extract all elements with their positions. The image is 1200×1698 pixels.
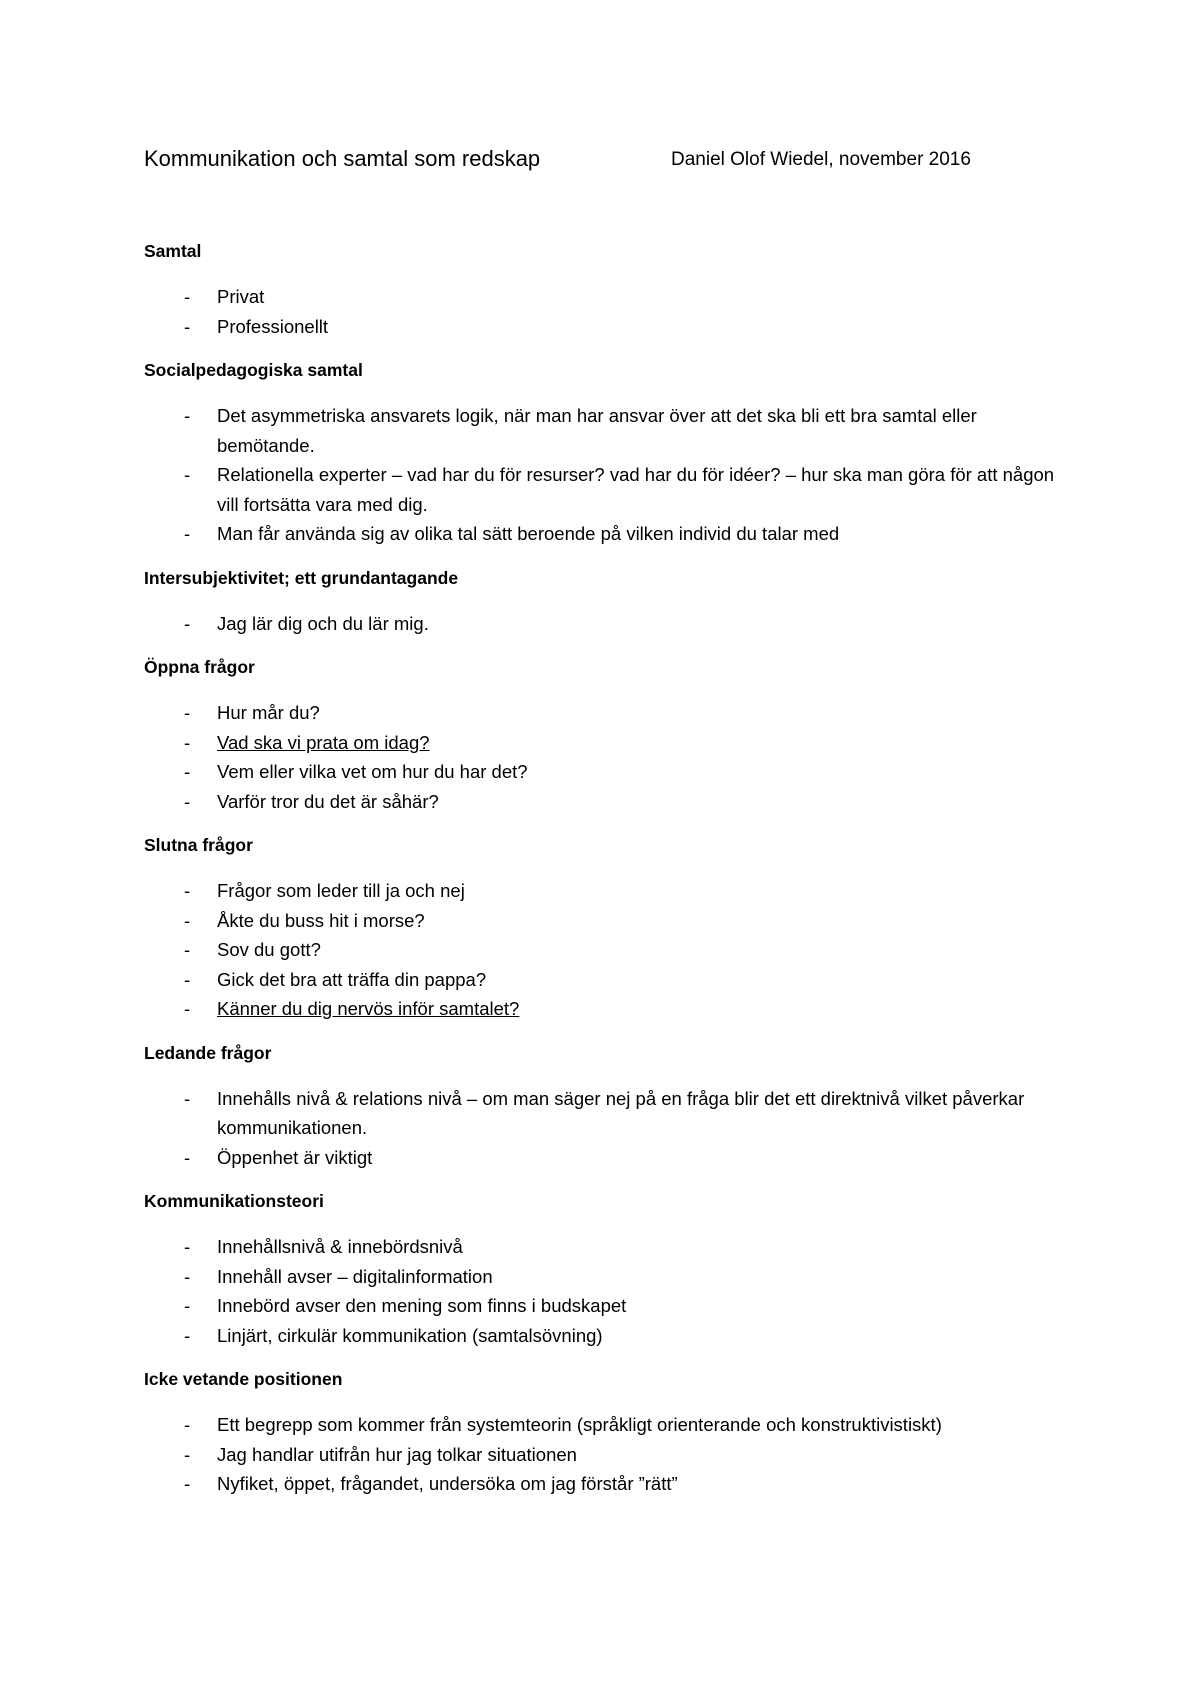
document-body (144, 236, 1064, 1513)
list-item-text: Frågor som leder till ja och nej (217, 880, 465, 901)
list-item-text: Innebörd avser den mening som finns i budskapet (217, 1295, 627, 1316)
bullet-dash: - (184, 286, 191, 307)
bullet-list (144, 401, 1064, 549)
bullet-dash: - (184, 405, 191, 426)
bullet-list (144, 1084, 1064, 1173)
bullet-dash: - (184, 731, 191, 753)
bullet-dash: - (184, 1414, 191, 1435)
bullet-list (144, 609, 1064, 639)
list-item (144, 906, 1064, 936)
bullet-dash: - (184, 1146, 191, 1168)
list-item (144, 1262, 1064, 1292)
list-item (144, 965, 1064, 995)
list-item (144, 935, 1064, 965)
bullet-dash: - (184, 968, 191, 990)
bullet-dash: - (184, 761, 191, 782)
list-item-text: Vem eller vilka vet om hur du har det? (217, 761, 528, 782)
list-item-text: Innehållsnivå & innebördsnivå (217, 1236, 463, 1257)
list-item-text: Privat (217, 286, 265, 307)
list-item (144, 1232, 1064, 1262)
list-item-text: Jag lär dig och du lär mig. (217, 612, 429, 634)
list-item-text: Man får använda sig av olika tal sätt beroende på vilken individ du talar med (217, 523, 840, 544)
bullet-dash: - (184, 790, 191, 812)
bullet-dash: - (184, 1443, 191, 1465)
bullet-dash: - (184, 523, 191, 544)
list-item-text: Linjärt, cirkulär kommunikation (samtalsövning) (217, 1324, 603, 1346)
bullet-dash: - (184, 315, 191, 337)
list-item-text: Nyfiket, öppet, frågandet, undersöka om jag förstår ”rätt” (217, 1473, 678, 1494)
bullet-list (144, 698, 1064, 816)
list-item (144, 609, 1064, 639)
bullet-dash: - (184, 1295, 191, 1316)
bullet-dash: - (184, 612, 191, 634)
bullet-list (144, 1410, 1064, 1499)
section-heading: Intersubjektivitet; ett grundantagande (144, 567, 459, 588)
list-item-text: Professionellt (217, 315, 329, 337)
bullet-dash: - (184, 880, 191, 901)
list-item-text: Det asymmetriska ansvarets logik, när man har ansvar över att det ska bli ett bra samtal eller bemötande. (217, 405, 977, 456)
list-item-text: Ett begrepp som kommer från systemteorin (språkligt orienterande och konstruktivistiskt) (217, 1414, 942, 1435)
document-header (144, 143, 1054, 177)
list-item (144, 1469, 1064, 1499)
bullet-dash: - (184, 909, 191, 931)
list-item (144, 994, 1064, 1024)
list-item (144, 282, 1064, 312)
bullet-dash: - (184, 939, 191, 960)
list-item (144, 787, 1064, 817)
section-heading: Ledande frågor (144, 1042, 272, 1063)
list-item (144, 728, 1064, 758)
bullet-dash: - (184, 1265, 191, 1287)
list-item (144, 1291, 1064, 1321)
list-item-text: Vad ska vi prata om idag? (217, 731, 430, 753)
list-item (144, 1410, 1064, 1440)
list-item (144, 876, 1064, 906)
section-heading: Icke vetande positionen (144, 1369, 343, 1389)
list-item (144, 698, 1064, 728)
list-item (144, 1321, 1064, 1351)
bullet-list (144, 282, 1064, 341)
bullet-list (144, 1232, 1064, 1350)
section-heading: Kommunikationsteori (144, 1191, 324, 1211)
list-item (144, 1084, 1064, 1143)
list-item-text: Sov du gott? (217, 939, 321, 960)
bullet-dash: - (184, 1236, 191, 1257)
bullet-dash: - (184, 464, 191, 485)
section-heading: Socialpedagogiska samtal (144, 360, 363, 380)
list-item (144, 460, 1064, 519)
list-item-text: Åkte du buss hit i morse? (217, 909, 425, 931)
list-item (144, 312, 1064, 342)
bullet-dash: - (184, 998, 191, 1019)
list-item (144, 1143, 1064, 1173)
bullet-dash: - (184, 1473, 191, 1494)
list-item-text: Relationella experter – vad har du för resurser? vad har du för idéer? – hur ska man göra för att någon vill fortsätta vara med dig. (217, 464, 1055, 515)
list-item-text: Jag handlar utifrån hur jag tolkar situationen (217, 1443, 577, 1465)
bullet-dash: - (184, 1087, 191, 1109)
list-item-text: Gick det bra att träffa din pappa? (217, 968, 487, 990)
list-item-text: Innehålls nivå & relations nivå – om man säger nej på en fråga blir det ett direktnivå vilket påverkar kommunikationen. (217, 1087, 1025, 1138)
document-title: Kommunikation och samtal som redskap (144, 146, 541, 171)
list-item (144, 401, 1064, 460)
list-item-text: Öppenhet är viktigt (217, 1146, 373, 1168)
list-item-text: Hur mår du? (217, 702, 320, 723)
author-date: Daniel Olof Wiedel, november 2016 (671, 149, 971, 170)
list-item-text: Varför tror du det är såhär? (217, 790, 439, 812)
bullet-dash: - (184, 702, 191, 723)
list-item (144, 757, 1064, 787)
bullet-list (144, 876, 1064, 1024)
list-item (144, 1440, 1064, 1470)
section-heading: Slutna frågor (144, 835, 253, 855)
section-heading: Samtal (144, 241, 202, 261)
list-item (144, 519, 1064, 549)
section-heading: Öppna frågor (144, 657, 255, 677)
list-item-text: Känner du dig nervös inför samtalet? (217, 998, 520, 1019)
list-item-text: Innehåll avser – digitalinformation (217, 1265, 493, 1287)
bullet-dash: - (184, 1324, 191, 1346)
